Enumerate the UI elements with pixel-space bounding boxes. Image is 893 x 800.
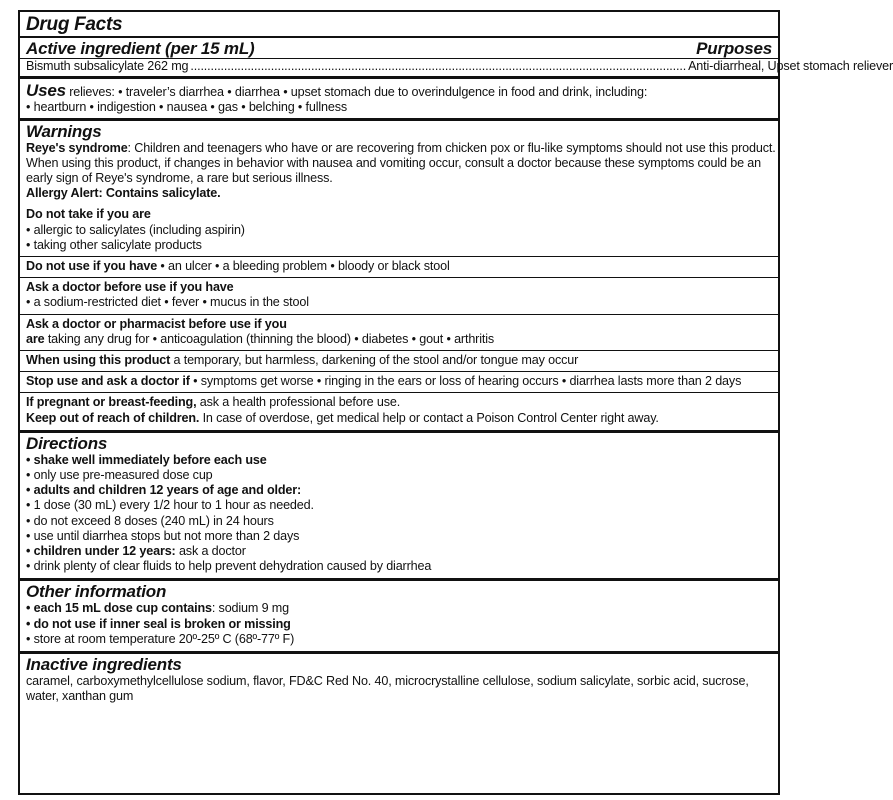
directions-heading: Directions	[26, 433, 108, 453]
directions-item: • use until diarrhea stops but not more than 2 days	[26, 528, 300, 543]
drug-facts-panel	[18, 10, 893, 795]
ask-pharmacist-heading: Ask a doctor or pharmacist before use if you	[26, 316, 287, 331]
dose-cup-text: : sodium 9 mg	[211, 601, 290, 616]
directions-item: • do not exceed 8 doses (240 mL) in 24 hours	[26, 513, 274, 528]
leader-dots: ....................................................................................................................................................	[190, 59, 687, 73]
drug-facts-title: Drug Facts	[26, 14, 123, 35]
inactive-ingredients-heading: Inactive ingredients	[26, 655, 182, 675]
other-information-section	[20, 578, 778, 651]
children-label: • children under 12 years:	[26, 544, 176, 559]
directions-item: • adults and children 12 years of age and older:	[26, 483, 302, 498]
do-not-take-heading: Do not take if you are	[26, 207, 151, 222]
do-not-take-item-2: • taking other salicylate products	[26, 237, 202, 252]
children-text: ask a doctor	[175, 544, 246, 559]
reye-line-2: When using this product, if changes in behavior with nausea and vomiting occur, consult a doctor because these symptoms could be an	[26, 155, 762, 170]
do-not-take-item-1: • allergic to salicylates (including aspirin)	[26, 222, 245, 237]
directions-item: • shake well immediately before each use	[26, 452, 267, 467]
inactive-ingredients-text: caramel, carboxymethylcellulose sodium, flavor, FD&C Red No. 40, microcrystalline cellulose, sodium salicylate, sorbic acid, sucrose, water, xanthan gum	[26, 674, 749, 704]
inner-seal-warning: • do not use if inner seal is broken or missing	[26, 616, 291, 631]
directions-fluids: • drink plenty of clear fluids to help prevent dehydration caused by diarrhea	[26, 559, 432, 574]
do-not-use-heading: Do not use if you have	[26, 259, 158, 274]
uses-section	[20, 76, 778, 117]
warnings-heading: Warnings	[26, 121, 102, 141]
active-ingredient-name: Bismuth subsalicylate 262 mg	[26, 59, 189, 73]
inactive-ingredients-section	[20, 651, 778, 706]
active-ingredient-heading: Active ingredient (per 15 mL)	[26, 39, 255, 58]
ask-pharmacist-text: taking any drug for • anticoagulation (thinning the blood) • diabetes • gout • arthritis	[44, 331, 495, 346]
uses-line-2: • heartburn • indigestion • nausea • gas • belching • fullness	[26, 100, 348, 115]
directions-list	[26, 453, 772, 544]
purposes-heading: Purposes	[696, 39, 772, 58]
when-using-heading: When using this product	[26, 353, 171, 368]
directions-item: • 1 dose (30 mL) every 1/2 hour to 1 hour as needed.	[26, 498, 314, 513]
directions-item: • only use pre-measured dose cup	[26, 468, 213, 483]
uses-line-1: relieves: • traveler’s diarrhea • diarrhea • upset stomach due to overindulgence in food and drink, including:	[65, 85, 648, 100]
ask-doctor-heading: Ask a doctor before use if you have	[26, 280, 234, 295]
reye-text: : Children and teenagers who have or are recovering from chicken pox or flu-like symptoms should not use this product.	[127, 140, 776, 155]
active-ingredient-purpose: Anti-diarrheal, Upset stomach reliever	[688, 59, 893, 73]
storage-temperature: • store at room temperature 20º-25º C (68º-77º F)	[26, 631, 295, 646]
ask-doctor-text: • a sodium-restricted diet • fever • mucus in the stool	[26, 295, 309, 310]
other-information-heading: Other information	[26, 582, 167, 602]
warnings-section	[20, 118, 778, 430]
ask-pharmacist-are: are	[26, 331, 45, 346]
when-using-text: a temporary, but harmless, darkening of the stool and/or tongue may occur	[170, 353, 579, 368]
directions-section	[20, 430, 778, 579]
keep-out-text: In case of overdose, get medical help or contact a Poison Control Center right away.	[199, 410, 659, 425]
do-not-use-text: • an ulcer • a bleeding problem • bloody or black stool	[157, 259, 450, 274]
pregnant-heading: If pregnant or breast-feeding,	[26, 395, 197, 410]
uses-heading: Uses	[26, 81, 66, 101]
stop-use-heading: Stop use and ask a doctor if	[26, 374, 190, 389]
reye-line-3: early sign of Reye's syndrome, a rare but serious illness.	[26, 171, 333, 186]
dose-cup-label: • each 15 mL dose cup contains	[26, 601, 212, 616]
stop-use-text: • symptoms get worse • ringing in the ears or loss of hearing occurs • diarrhea lasts more than 2 days	[189, 374, 742, 389]
allergy-alert: Allergy Alert: Contains salicylate.	[26, 186, 221, 201]
active-ingredient-section	[20, 36, 893, 76]
pregnant-text: ask a health professional before use.	[196, 395, 401, 410]
keep-out-heading: Keep out of reach of children.	[26, 410, 200, 425]
reye-label: Reye's syndrome	[26, 140, 128, 155]
